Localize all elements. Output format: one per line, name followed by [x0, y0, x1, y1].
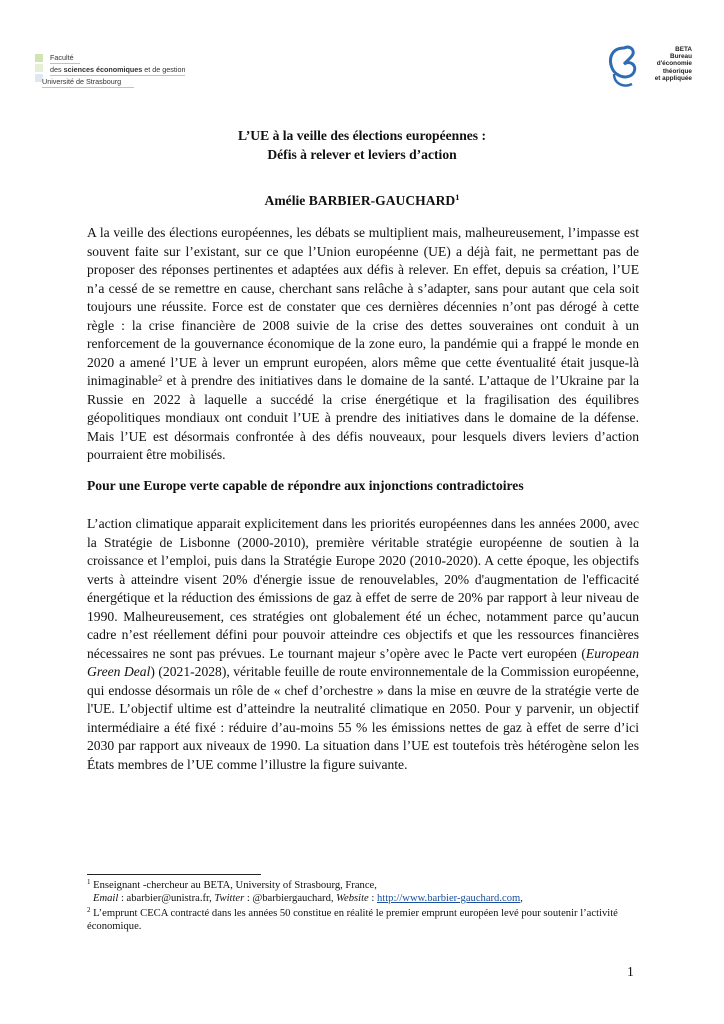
faculty-name-line1: Faculté — [50, 53, 80, 64]
website-link[interactable]: http://www.barbier-gauchard.com — [376, 893, 521, 904]
faculty-logo — [32, 48, 202, 92]
beta-swirl-icon — [604, 44, 644, 90]
university-name: Université de Strasbourg — [42, 77, 134, 88]
footnote-divider — [87, 874, 261, 875]
beta-logo — [604, 44, 696, 92]
faculty-name-line2: des sciences économiques et de gestion — [50, 65, 186, 74]
section-heading: Pour une Europe verte capable de répondre aux injonctions contradictoires — [87, 478, 524, 493]
title-line-1: L’UE à la veille des élections européennes : — [237, 128, 487, 143]
footnote-1: $^1$ Enseignant -chercheur au BETA, University of Strasbourg, France, Email : abarbier@unistra.fr, Twitter : @barbiergauchard, Website : http://www.barbier-gauchard.com, — [87, 878, 523, 904]
climate-paragraph: L’action climatique apparait explicitement dans les priorités européennes dans les années 2000, avec la Stratégie de Lisbonne (2000-2010), première véritable stratégie européenne de soutien à la croissance et l’emploi, puis dans la Stratégie Europe 2020 (2010-2020). A cette époque, les objectifs verts à atteindre visent 20% d'énergie issue de renouvelables, 20% d'augmentation de l'efficacité énergétique et la réduction des émissions de gaz à effet de serre de 20% par rapport à leur niveau de 1990. Malheureusement, ces stratégies ont globalement été un échec, notamment parce qu’aucun cadre n’est réellement défini pour pouvoir atteindre ces objectifs et que les ressources financières nécessaires ne sont pas prévues. Le tournant majeur s’opère avec le Pacte vert européen (European Green Deal) (2021-2028), véritable feuille de route environnementale de la Commission européenne, qui endosse désormais un rôle de « chef d’orchestre » dans la mise en œuvre de la stratégie verte de l'UE. L’objectif ultime est d’atteindre la neutralité climatique en 2050. Pour y parvenir, un objectif intermédiaire a été fixé : réduire d’au-moins 55 % les émissions nettes de gaz à effet de serre d’ici 2030 par rapport aux niveaux de 1990. La situation dans l’UE est toutefois très hétérogène selon les États membres de l’UE comme l’illustre la figure suivante. — [87, 516, 640, 772]
intro-paragraph: A la veille des élections européennes, les débats se multiplient mais, malheureusement, l’impasse est souvent faite sur l’existant, sur ce que l’Union européenne (UE) a déjà fait, ne permettant pas de proposer des réponses pertinentes et adaptées aux défis à relever. En effet, depuis sa création, l’UE n’a cessé de se remettre en cause, cherchant sans relâche à s’adapter, sans pour autant que cela soit toujours une réussite. Force est de constater que ces dernières décennies n’ont pas dérogé à cette règle : la crise financière de 2008 suivie de la crise des dettes souveraines ont conduit à un renforcement de la gouvernance économique de la zone euro, la pandémie qui a frappé le monde en 2020 a amené l’UE à lever un emprunt européen, alors même que cette éventualité était jusque-là inimaginable$^2$ et à prendre des initiatives dans le domaine de la santé. L’attaque de l’Ukraine par la Russie en 2022 à laquelle a succédé la crise énergétique et la fragilisation des équilibres géopolitiques mondiaux ont conduit l’UE à prendre des initiatives dans le domaine de la défense. Mais l’UE est désormais confrontée à des défis nouveaux, pour lesquels divers leviers d’action pourraient être mobilisés. — [87, 225, 639, 462]
page-number: 1 — [627, 964, 634, 979]
title-line-2: Défis à relever et leviers d’action — [267, 147, 457, 162]
footnote-ref-1[interactable]: 1 — [455, 192, 460, 202]
author-name: Amélie BARBIER-GAUCHARD$^1$ — [264, 192, 460, 208]
document-title — [0, 126, 724, 164]
beta-name: BETA Bureau d'économie théorique et appliquée — [654, 46, 692, 82]
footnote-2: $^2$ L’emprunt CECA contracté dans les années 50 constitue en réalité le premier emprunt européen levé pour soutenir l’activité économique. — [87, 906, 618, 932]
footnote-ref-2[interactable]: 2 — [157, 373, 163, 383]
